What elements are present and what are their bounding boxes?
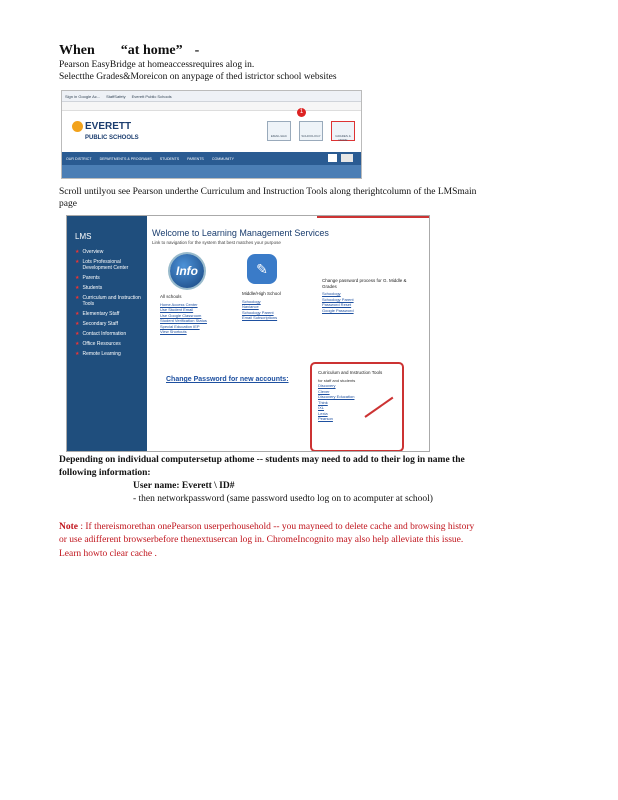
note-line-3: Learn howto clear cache . [59, 549, 157, 559]
lms-screenshot [66, 215, 430, 452]
browser-tab-bar [62, 91, 361, 102]
scroll-line-1: Scroll untilyou see Pearson underthe Curriculum and Instruction Tools along therightcolumn of the LMSmain [59, 187, 477, 197]
middle-high-list: Middle/High School Schoology Naviance Schoology Parent Email Subscriptions [242, 291, 281, 320]
curriculum-tools-heading: Curriculum and Instruction Tools [318, 370, 383, 375]
browser-bookmark-bar [62, 102, 361, 111]
depending-line-2: following information: [59, 468, 151, 478]
lms-heading: Welcome to Learning Management Services [152, 228, 329, 238]
depending-line-1: Depending on individual computersetup athome -- students may need to add to their log in name the [59, 455, 465, 465]
sidebar-item: ★ Contact Information [75, 331, 147, 337]
district-logo-icon [72, 121, 83, 132]
browser-tab: StaffSafety [106, 93, 126, 99]
pen-icon: ✎ [247, 254, 277, 284]
info-icon: Info [170, 254, 204, 288]
lms-sidebar-title: LMS [75, 232, 92, 241]
step-badge: 1 [297, 108, 306, 117]
sidebar-item: ★ Overview [75, 249, 147, 255]
page-title [59, 43, 199, 59]
password-line: - then networkpassword (same password usedto log on to acomputer at school) [133, 494, 433, 504]
sidebar-item: ★ Lots Professional Development Center [75, 259, 147, 271]
nav-item: DEPARTMENTS & PROGRAMS [99, 156, 152, 161]
scroll-line-2: page [59, 199, 77, 209]
intro-line-1: Pearson EasyBridge at homeaccessrequires alog in. [59, 60, 255, 70]
nav-item: STUDENTS [159, 156, 180, 161]
lms-sidebar [67, 216, 147, 451]
sidebar-item: ★ Secondary Staff [75, 321, 147, 327]
district-nav [62, 152, 361, 165]
lms-main [152, 216, 429, 451]
home-icon [328, 154, 337, 162]
district-website-screenshot [61, 90, 362, 179]
all-schools-list: All schools Home Access Center Use Student Email Use Google Classroom Student Verification Status Special Education IEP View Shortcuts [160, 294, 207, 334]
sidebar-item: ★ Parents [75, 275, 147, 281]
schoology-icon: SCHOOLOGY [299, 121, 323, 141]
password-list: Change password process for G. Middle & Grades Schoology Schoology Parent Password Reset Google Password [322, 278, 407, 313]
lms-subheading: Link to navigation for the system that best matches your purpose [152, 240, 281, 245]
change-password-link: Change Password for new accounts: [166, 376, 289, 383]
grades-more-icon: GRADES & MORE [331, 121, 355, 141]
curriculum-tools-box: Curriculum and Instruction Tools for staff and students Discovery Clever Discovery Education Think IXL Lexia Pearson [310, 362, 404, 452]
sidebar-item: ★ Office Resources [75, 341, 147, 347]
sidebar-item: ★ Students [75, 285, 147, 291]
title-at-home: “at home” [120, 43, 183, 58]
quick-links [267, 121, 355, 141]
pearson-link: Pearson [318, 416, 333, 421]
sidebar-item: ★ Elementary Staff [75, 311, 147, 317]
title-when: When [59, 43, 95, 58]
nav-item: COMMUNITY [211, 156, 235, 161]
sidebar-item: ★ Remote Learning [75, 351, 147, 357]
browser-tab: Everett Public Schools [131, 93, 172, 99]
nav-item: PARENTS [187, 156, 204, 161]
note-line-2: or use adifferent browserbefore thenextusercan log in. ChromeIncognito may also help alleviate this issue. [59, 535, 464, 545]
nav-strip [62, 165, 361, 178]
district-logo: EVERETT PUBLIC SCHOOLS [72, 121, 139, 143]
intro-line-2: Selectthe Grades&Moreicon on anypage of thed istrictor school websites [59, 72, 337, 82]
sidebar-item: ★ Curriculum and Instruction Tools [75, 295, 147, 307]
title-dash: - [194, 43, 200, 58]
username-line: User name: Everett \ ID# [133, 481, 235, 491]
nav-item: OUR DISTRICT [66, 156, 92, 161]
search-icon [341, 154, 353, 162]
note-label: Note [59, 522, 78, 532]
browser-tab: Sign in Google Ac... [65, 93, 101, 99]
note-line-1: Note : If thereismorethan onePearson userperhousehold -- you mayneed to delete cache and browsing history [59, 522, 475, 532]
email-icon: EMAIL/HAC [267, 121, 291, 141]
